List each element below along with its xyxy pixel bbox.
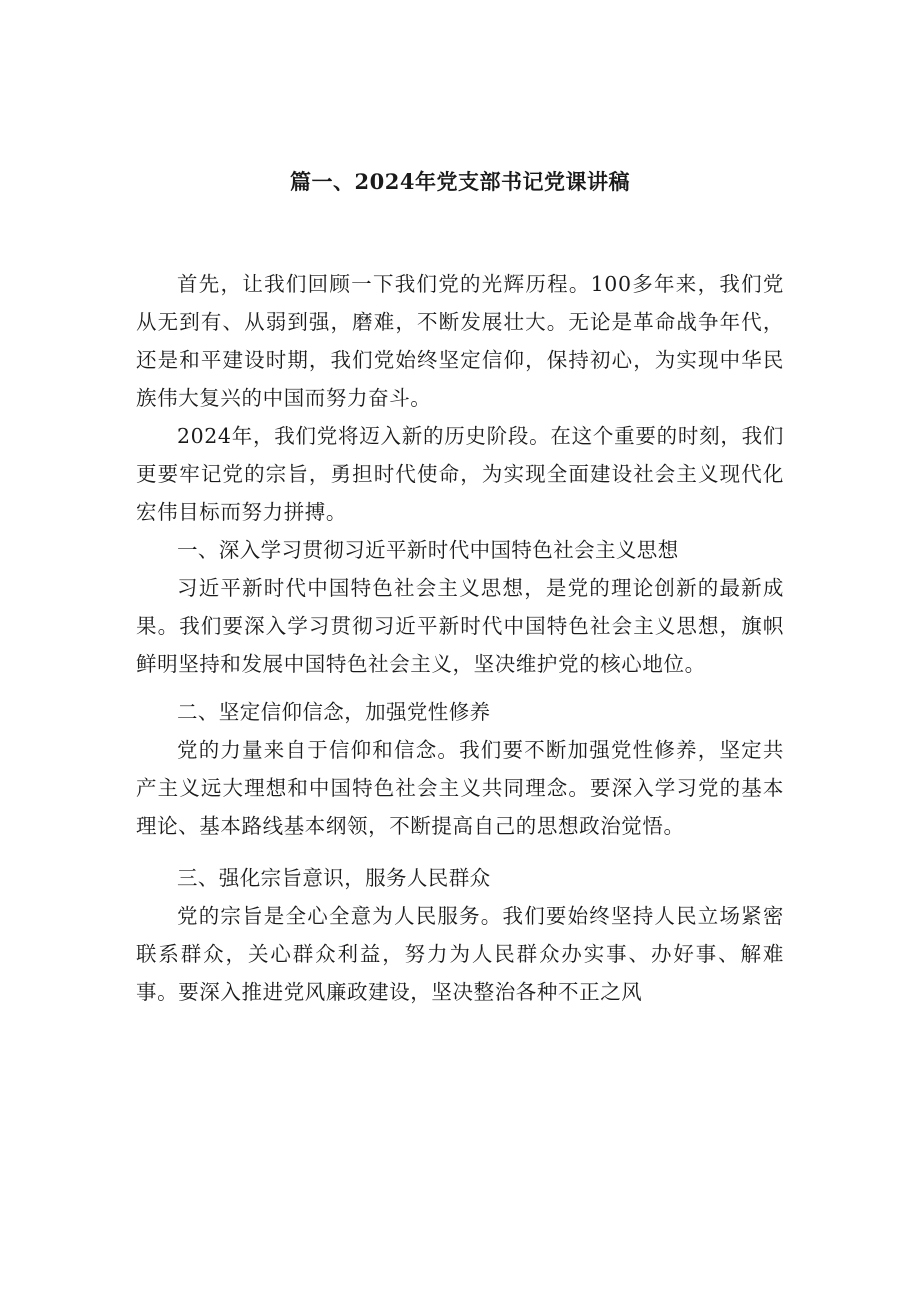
intro-paragraph-2: 2024年，我们党将迈入新的历史阶段。在这个重要的时刻，我们更要牢记党的宗旨，勇担时代使命，为实现全面建设社会主义现代化宏伟目标而努力拼搏。: [136, 424, 784, 524]
document-body: [136, 265, 784, 1011]
document-title: 篇一、2024年党支部书记党课讲稿: [290, 169, 630, 194]
intro-paragraph-1: 首先，让我们回顾一下我们党的光辉历程。100多年来，我们党从无到有、从弱到强，磨难，不断发展壮大。无论是革命战争年代，还是和平建设时期，我们党始终坚定信仰，保持初心，为实现中华民族伟大复兴的中国而努力奋斗。: [136, 272, 784, 410]
section-heading-3: 三、强化宗旨意识，服务人民群众: [177, 866, 491, 890]
section-text-2: 党的力量来自于信仰和信念。我们要不断加强党性修养，坚定共产主义远大理想和中国特色社会主义共同理念。要深入学习党的基本理论、基本路线基本纲领，不断提高自己的思想政治觉悟。: [136, 738, 784, 838]
section-text-1: 习近平新时代中国特色社会主义思想，是党的理论创新的最新成果。我们要深入学习贯彻习近平新时代中国特色社会主义思想，旗帜鲜明坚持和发展中国特色社会主义，坚决维护党的核心地位。: [136, 576, 784, 676]
section-heading-2: 二、坚定信仰信念，加强党性修养: [177, 700, 491, 724]
section-heading-1: 一、深入学习贯彻习近平新时代中国特色社会主义思想: [177, 538, 679, 562]
section-text-3: 党的宗旨是全心全意为人民服务。我们要始终坚持人民立场紧密联系群众，关心群众利益，努力为人民群众办实事、办好事、解难事。要深入推进党风廉政建设，坚决整治各种不正之风: [136, 904, 784, 1004]
